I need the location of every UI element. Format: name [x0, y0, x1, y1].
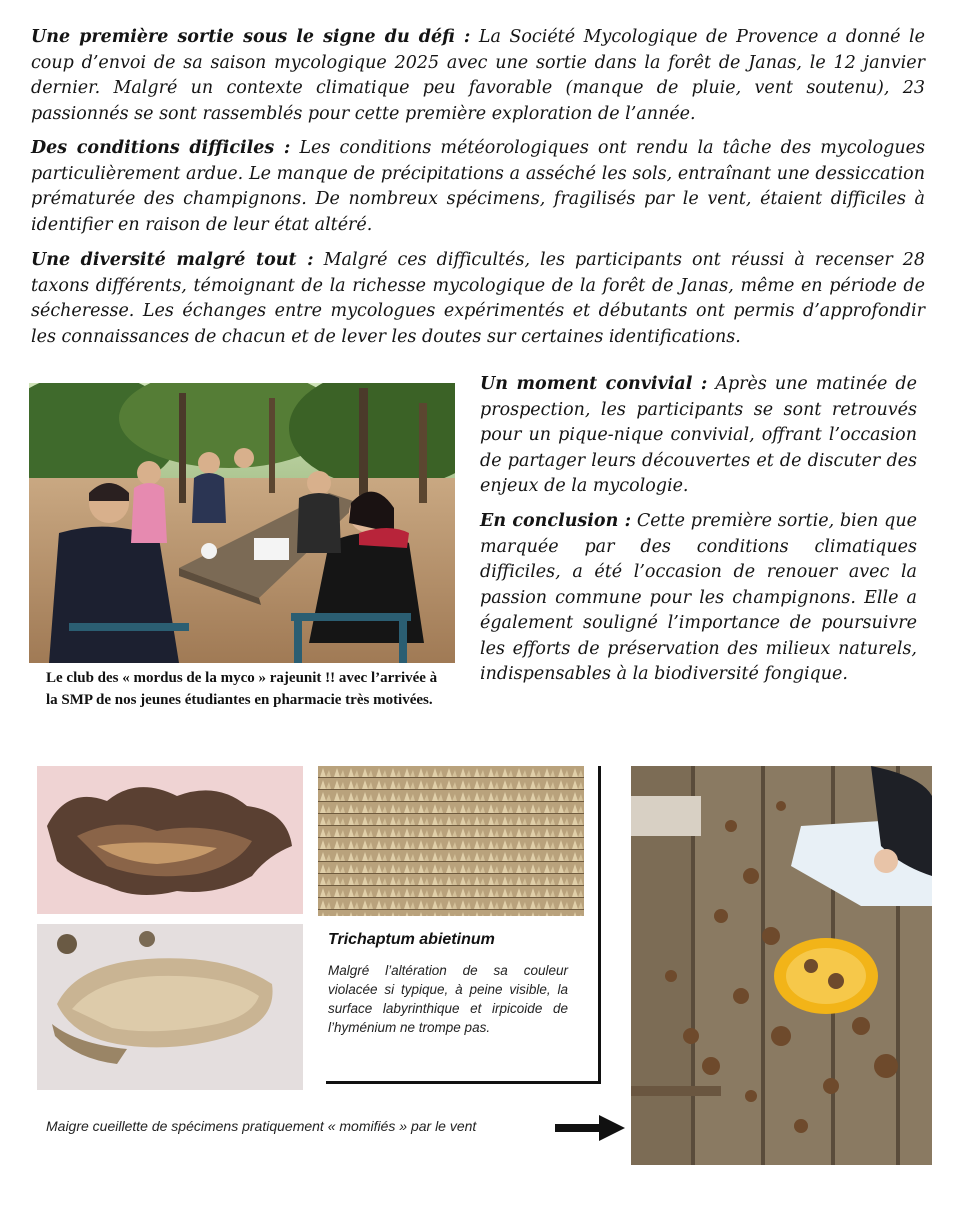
species-description: Malgré l’altération de sa couleur violacée si typique, à peine visible, la surface labyrinthique et irpicoide de l’hyménium ne trompe pas.	[328, 963, 568, 1035]
paragraph-first-outing	[31, 25, 925, 127]
mushroom-photo-hymenium-closeup	[318, 766, 584, 916]
paragraph-title: Des conditions difficiles :	[31, 138, 291, 158]
species-box-border	[598, 766, 601, 1083]
paragraph-text: Malgré ces difficultés, les participants ont réussi à recenser 28 taxons différents, témoignant de la richesse mycologique de la forêt de Janas, même en période de sécheresse. Les échanges entre mycologues expérimentés et débutants ont permis d’approfondir les connaissances de chacun et de lever les doutes sur certaines identifications.	[31, 250, 925, 347]
bottom-note: Maigre cueillette de spécimens pratiquement « momifiés » par le vent	[46, 1118, 477, 1134]
paragraph-conclusion	[480, 509, 917, 688]
paragraph-diversity	[31, 248, 925, 350]
specimens-table-photo	[631, 766, 932, 1165]
mushroom-photo-bracket	[37, 766, 303, 914]
specimens-table-illustration	[631, 766, 932, 1165]
group-picnic-photo	[29, 383, 455, 663]
species-box-border-bottom	[326, 1081, 601, 1084]
paragraph-text: La Société Mycologique de Provence a donné le coup d’envoi de sa saison mycologique 2025 avec une sortie dans la forêt de Janas, le 12 janvier dernier. Malgré un contexte climatique peu favorable (manque de pluie, vent soutenu), 23 passionnés se sont rassemblés pour cette première exploration de l’année.	[31, 27, 925, 124]
paragraph-title: Un moment convivial :	[480, 374, 708, 394]
hymenium-texture	[318, 766, 584, 916]
paragraph-title: Une diversité malgré tout :	[31, 250, 314, 270]
paragraph-text: Après une matinée de prospection, les participants se sont retrouvés pour un pique-nique convivial, offrant l’occasion de partager leurs découvertes et de discuter des enjeux de la mycologie.	[480, 374, 917, 496]
species-name: Trichaptum abietinum	[328, 931, 495, 948]
paragraph-title: Une première sortie sous le signe du défi :	[31, 27, 471, 47]
paragraph-text: Cette première sortie, bien que marquée par des conditions climatiques difficiles, a été l’occasion de renouer avec la passion commune pour les champignons. Elle a également souligné l’importance de poursuivre les efforts de préservation des milieux naturels, indispensables à la biodiversité fongique.	[480, 511, 917, 684]
group-photo-caption: Le club des « mordus de la myco » rajeunit !! avec l’arrivée à la SMP de nos jeunes étudiantes en pharmacie très motivées.	[46, 670, 438, 708]
shelf-fungus-illustration	[37, 924, 303, 1090]
paragraph-convivial	[480, 372, 917, 500]
mushroom-photo-shelf	[37, 924, 303, 1090]
bracket-fungus-illustration	[37, 766, 303, 914]
paragraph-title: En conclusion :	[480, 511, 632, 531]
paragraph-text: Les conditions météorologiques ont rendu la tâche des mycologues particulièrement ardue. Le manque de précipitations a asséché les sols, entraînant une dessiccation prématurée des champignons. De nombreux spécimens, fragilisés par le vent, étaient difficiles à identifier en raison de leur état altéré.	[31, 138, 925, 235]
paragraph-difficult-conditions	[31, 136, 925, 238]
arrow-right-icon	[555, 1115, 625, 1141]
picnic-illustration	[29, 383, 455, 663]
